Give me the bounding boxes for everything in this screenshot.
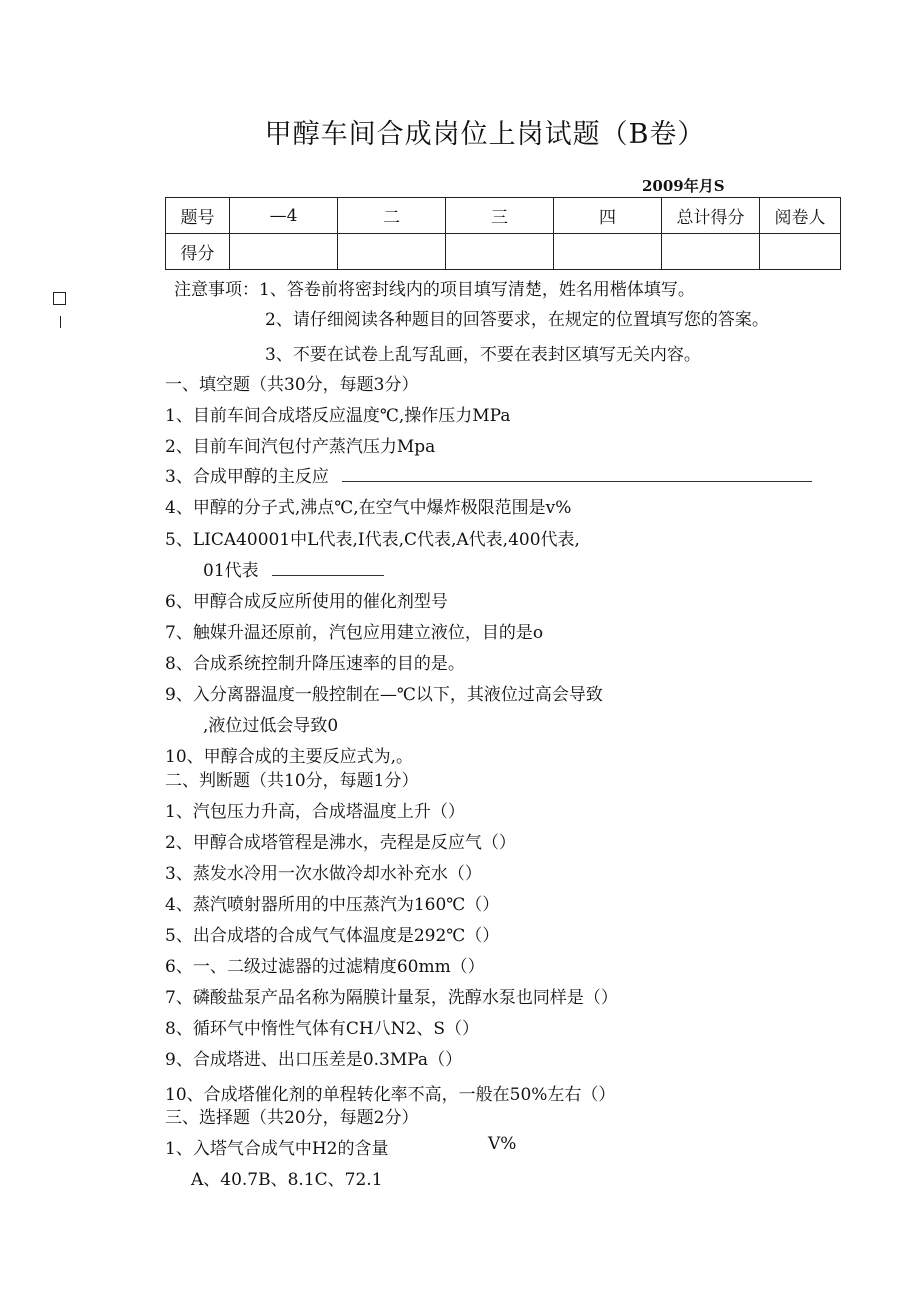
s1-question-8: 8、合成系统控制升降压速率的目的是。 xyxy=(165,654,465,674)
s1-question-7: 7、触媒升温还原前，汽包应用建立液位，目的是o xyxy=(165,623,544,643)
score-blank xyxy=(446,234,554,270)
score-table-header-row xyxy=(166,198,841,234)
s2-question-6: 6、一、二级过滤器的过滤精度60mm（） xyxy=(165,957,485,977)
score-cell-grader: 阅卷人 xyxy=(760,198,841,234)
section3-heading: 三、选择题（共20分，每题2分） xyxy=(165,1108,419,1128)
section2-heading: 二、判断题（共10分，每题1分） xyxy=(165,771,419,791)
margin-mark xyxy=(60,316,61,328)
note-2: 2、请仔细阅读各种题目的回答要求，在规定的位置填写您的答案。 xyxy=(265,310,769,330)
score-table xyxy=(165,197,841,270)
s1-question-9-cont: ,液位过低会导致0 xyxy=(203,716,339,736)
score-cell-part2: 二 xyxy=(338,198,446,234)
score-blank xyxy=(338,234,446,270)
s1-question-9: 9、入分离器温度一般控制在—℃以下，其液位过高会导致 xyxy=(165,685,603,705)
exam-date: 2009年月S xyxy=(642,177,725,195)
note-1: 注意事项：1、答卷前将密封线内的项目填写清楚，姓名用楷体填写。 xyxy=(174,280,695,300)
s3-question-1-unit: V% xyxy=(488,1134,517,1154)
s1-question-3-text: 3、合成甲醇的主反应 xyxy=(165,467,329,487)
s2-question-7: 7、磷酸盐泵产品名称为隔膜计量泵，洗醇水泵也同样是（） xyxy=(165,988,618,1008)
margin-checkbox xyxy=(53,292,66,305)
s2-question-10: 10、合成塔催化剂的单程转化率不高，一般在50%左右（） xyxy=(165,1085,616,1105)
s2-question-4: 4、蒸汽喷射器所用的中压蒸汽为160℃（） xyxy=(165,895,500,915)
s2-question-5: 5、出合成塔的合成气气体温度是292℃（） xyxy=(165,926,500,946)
score-cell-part1: —4 xyxy=(230,198,338,234)
s1-question-10: 10、甲醇合成的主要反应式为,。 xyxy=(165,747,414,767)
s2-question-8: 8、循环气中惰性气体有CH八N2、S（） xyxy=(165,1019,479,1039)
s1-question-5: 5、LICA40001中L代表,I代表,C代表,A代表,400代表, xyxy=(165,530,580,550)
s2-question-2: 2、甲醇合成塔管程是沸水，壳程是反应气（） xyxy=(165,833,516,853)
score-cell-part3: 三 xyxy=(446,198,554,234)
s3-question-1-options: A、40.7B、8.1C、72.1 xyxy=(191,1170,383,1190)
score-blank xyxy=(760,234,841,270)
page-title: 甲醇车间合成岗位上岗试题（B卷） xyxy=(264,119,706,150)
section1-heading: 一、填空题（共30分，每题3分） xyxy=(165,375,419,395)
score-cell-part4: 四 xyxy=(554,198,662,234)
answer-line xyxy=(342,467,812,482)
s2-question-1: 1、汽包压力升高，合成塔温度上升（） xyxy=(165,802,465,822)
s1-question-4: 4、甲醇的分子式,沸点℃,在空气中爆炸极限范围是v% xyxy=(165,498,572,518)
s1-question-2: 2、目前车间汽包付产蒸汽压力Mpa xyxy=(165,437,436,457)
score-blank xyxy=(230,234,338,270)
note-3: 3、不要在试卷上乱写乱画，不要在表封区填写无关内容。 xyxy=(265,345,701,365)
answer-line xyxy=(272,561,384,576)
score-table-score-row xyxy=(166,234,841,270)
s1-question-1: 1、目前车间合成塔反应温度℃,操作压力MPa xyxy=(165,406,511,426)
s2-question-3: 3、蒸发水冷用一次水做冷却水补充水（） xyxy=(165,864,482,884)
score-row-label: 得分 xyxy=(166,234,230,270)
s1-question-6: 6、甲醇合成反应所使用的催化剂型号 xyxy=(165,592,448,612)
s2-question-9: 9、合成塔进、出口压差是0.3MPa（） xyxy=(165,1050,463,1070)
score-cell-total: 总计得分 xyxy=(662,198,760,234)
score-blank xyxy=(662,234,760,270)
s3-question-1: 1、入塔气合成气中H2的含量 xyxy=(165,1139,389,1159)
s1-question-5-cont-text: 01代表 xyxy=(203,561,259,581)
s1-question-5-cont xyxy=(203,556,384,581)
score-cell-label: 题号 xyxy=(166,198,230,234)
score-blank xyxy=(554,234,662,270)
s1-question-3 xyxy=(165,462,812,487)
